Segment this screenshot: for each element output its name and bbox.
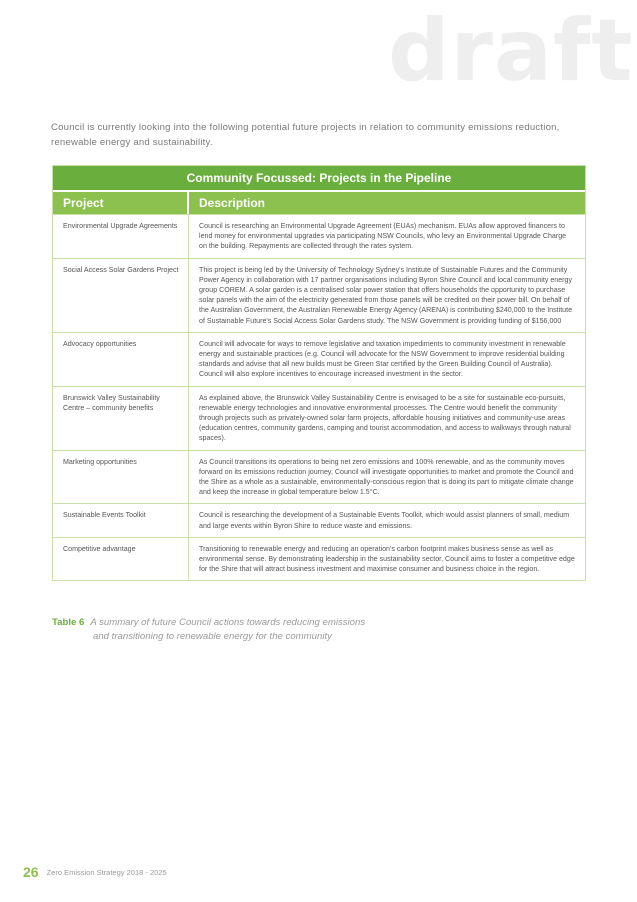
project-cell: Marketing opportunities [53,451,189,504]
column-header-description: Description [199,196,266,210]
table-row [53,503,585,536]
caption-line-1: A summary of future Council actions towards reducing emissions [90,617,366,628]
description-cell: This project is being led by the University of Technology Sydney's Institute of Sustainable Futures and the Community Power Agency in collaboration with 17 partner organisations including Byron Shire Council and local community energy group COREM. A solar garden is a centralised solar power station that offers households the opportunity to purchase solar panels with the aim of the electricity generated from those panels will be credited on their power bill. On behalf of the Australian Government, the Australian Renewable Energy Agency (ARENA) is contributing $240,000 to the Institute of Sustainable Future's Social Access Solar Gardens study. The NSW Government is providing funding of $156,000 [199,265,573,325]
table-row [53,332,585,386]
table-row [53,258,585,332]
table-header-row [53,192,585,214]
footer-document-title: Zero Emission Strategy 2018 - 2025 [46,868,167,877]
description-cell: As Council transitions its operations to being net zero emissions and 100% renewable, and as the community moves forward on its emissions reduction journey, Council will investigate opportunities to market and promote the Council and the Shire as a whole as a sustainable, environmentally-conscious region that is doing its part to mitigate climate change and keep the increase in global temperature below 1.5°C. [199,457,574,497]
description-cell: Council will advocate for ways to remove legislative and taxation impediments to community investment in renewable energy and sustainable practices (e.g. Council will advocate for the NSW Government to improve residential building standards and advise that all new builds must be Green Star certified by the Green Building Council of Australia). Council will also explore incentives to encourage increased investment in the sector. [199,339,566,379]
caption-label: Table 6 [52,617,85,628]
project-cell: Environmental Upgrade Agreements [53,215,189,258]
draft-watermark: draft [388,1,634,101]
description-cell: Transitioning to renewable energy and reducing an operation's carbon footprint makes business sense as well as environmental sense. By demonstrating leadership in the sustainability sector, Council aims to foster a competitive edge for the Shire that will attract business investment and maximise consumer and business choice in the region. [199,544,575,574]
description-cell: Council is researching the development of a Sustainable Events Toolkit, which would assist planners of small, medium and large events within Byron Shire to reduce waste and emissions. [199,511,570,530]
table-title: Community Focussed: Projects in the Pipeline [53,166,585,192]
description-cell: Council is researching an Environmental Upgrade Agreement (EUAs) mechanism. EUAs allow approved financers to lend money for environmental upgrades via participating NSW Councils, who levy an Environmental Upgrade Charge on the building. Repayments are collected through the rates system. [199,222,567,251]
page-number: 26 [23,864,39,880]
project-cell: Social Access Solar Gardens Project [53,259,189,332]
table-row [53,537,585,581]
column-header-project: Project [53,192,189,214]
project-cell: Competitive advantage [53,538,189,581]
project-cell: Sustainable Events Toolkit [53,504,189,536]
table-row [53,450,585,504]
table-caption [52,616,432,644]
projects-table [52,165,586,581]
project-cell: Advocacy opportunities [53,333,189,386]
project-cell: Brunswick Valley Sustainability Centre – community benefits [53,387,189,450]
table-row [53,386,585,450]
page-footer [23,864,167,880]
intro-paragraph: Council is currently looking into the following potential future projects in relation to community emissions reduction, renewable energy and sustainability. [51,122,560,148]
description-cell: As explained above, the Brunswick Valley Sustainability Centre is envisaged to be a site for sustainable eco-pursuits, renewable energy technologies and innovative environmental processes. The Centre would benefit the community through projects such as privately-owned solar farm projects, affordable housing initiatives and community-use areas (education centres, community gardens, camping and tourist accommodation, and access to walkways through natural spaces). [199,393,571,443]
table-row [53,214,585,258]
caption-line-2: and transitioning to renewable energy for the community [93,631,332,642]
